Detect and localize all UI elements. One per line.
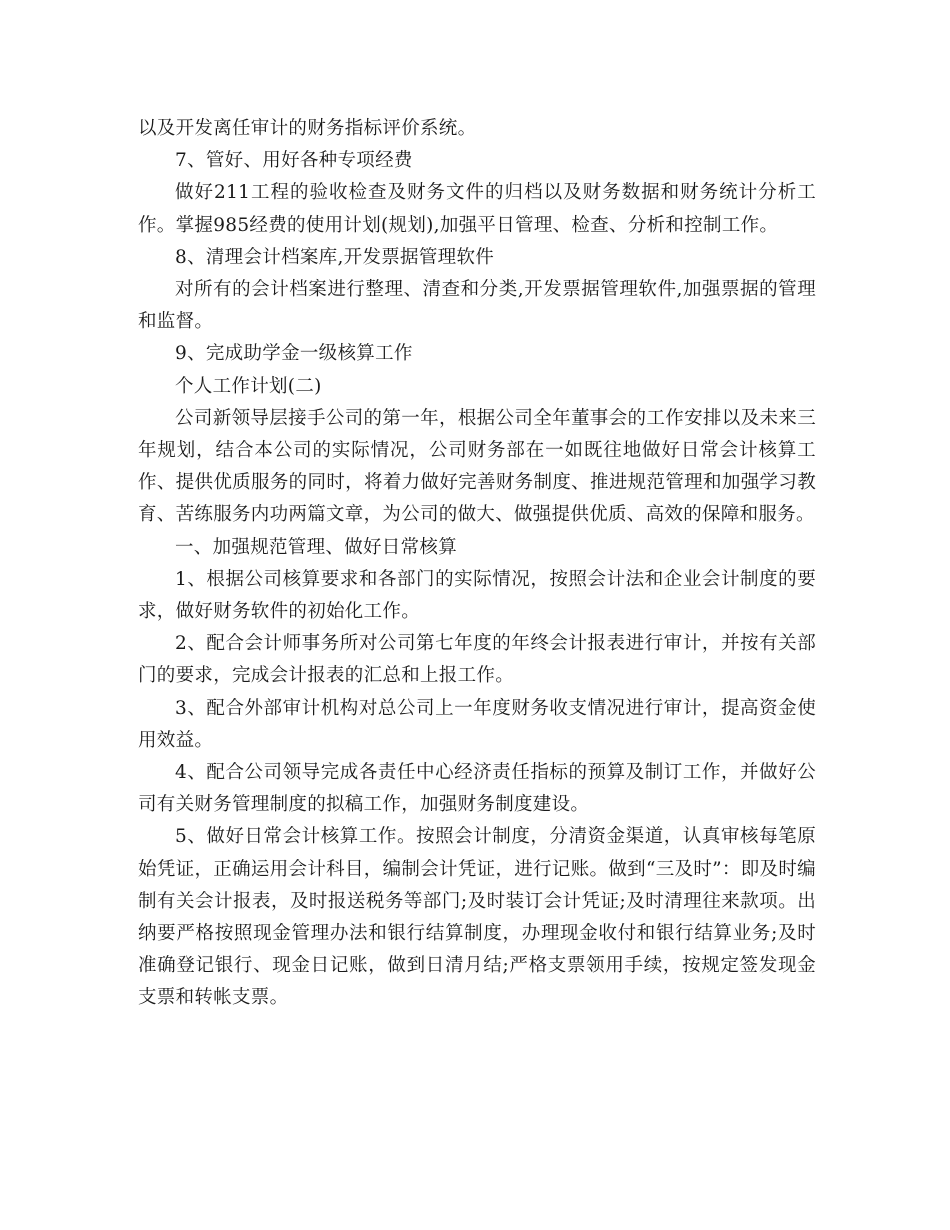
paragraph: 2、配合会计师事务所对公司第七年度的年终会计报表进行审计，并按有关部门的要求，完成会计报表的汇总和上报工作。 [138, 633, 816, 687]
section-heading: 一、加强规范管理、做好日常核算 [175, 536, 458, 558]
paragraph: 4、配合公司领导完成各责任中心经济责任指标的预算及制订工作，并做好公司有关财务管理制度的拟稿工作，加强财务制度建设。 [138, 762, 816, 816]
paragraph: 公司新领导层接手公司的第一年，根据公司全年董事会的工作安排以及未来三年规划，结合本公司的实际情况，公司财务部在一如既往地做好日常会计核算工作、提供优质服务的同时，将着力做好完善财务制度、推进规范管理和加强学习教育、苦练服务内功两篇文章，为公司的做大、做强提供优质、高效的保障和服务。 [138, 407, 816, 526]
paragraph: 以及开发离任审计的财务指标评价系统。 [138, 118, 477, 139]
section-heading: 8、清理会计档案库,开发票据管理软件 [175, 246, 495, 268]
paragraph: 做好211工程的验收检查及财务文件的归档以及财务数据和财务统计分析工作。掌握985经费的使用计划(规划),加强平日管理、检查、分析和控制工作。 [138, 182, 816, 236]
document-body [138, 113, 816, 1015]
paragraph: 3、配合外部审计机构对总公司上一年度财务收支情况进行审计，提高资金使用效益。 [138, 697, 816, 751]
part-title: 个人工作计划(二) [175, 375, 322, 397]
paragraph: 5、做好日常会计核算工作。按照会计制度，分清资金渠道，认真审核每笔原始凭证，正确运用会计科目，编制会计凭证，进行记账。做到“三及时”：即及时编制有关会计报表，及时报送税务等部门;及时装订会计凭证;及时清理往来款项。出纳要严格按照现金管理办法和银行结算制度，办理现金收付和银行结算业务;及时准确登记银行、现金日记账，做到日清月结;严格支票领用手续，按规定签发现金支票和转帐支票。 [138, 826, 816, 1009]
section-heading: 9、完成助学金一级核算工作 [175, 343, 413, 365]
section-heading: 7、管好、用好各种专项经费 [175, 150, 413, 172]
paragraph: 对所有的会计档案进行整理、清查和分类,开发票据管理软件,加强票据的管理和监督。 [138, 279, 816, 333]
paragraph: 1、根据公司核算要求和各部门的实际情况，按照会计法和企业会计制度的要求，做好财务软件的初始化工作。 [138, 568, 816, 623]
